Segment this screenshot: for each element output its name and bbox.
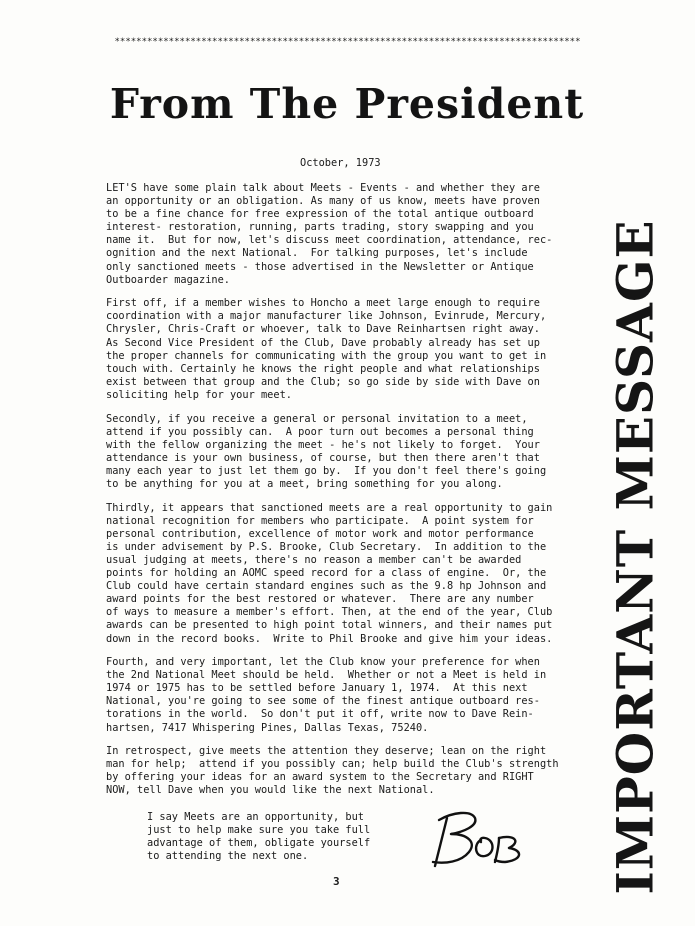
page-title: From The President [109,80,585,128]
text-line: exist between that group and the Club; so go side by side with Dave on [106,375,540,388]
text-line: with the fellow organizing the meet - he's not likely to forget. Your [106,438,540,451]
text-line: attend if you possibly can. A poor turn out becomes a personal thing [106,425,534,438]
paragraph-1 [106,182,601,287]
text-line: I say Meets are an opportunity, but [147,811,364,823]
text-line: LET'S have some plain talk about Meets - Events - and whether they are [106,182,540,194]
text-line: is under advisement by P.S. Brooke, Club Secretary. In addition to the [106,540,547,553]
banner-text: IMPORTANT MESSAGE [605,219,665,895]
paragraph-6 [106,745,601,797]
text-line: the proper channels for communicating with the group you want to get in [106,349,547,362]
letter-body [106,182,601,808]
text-line: 1974 or 1975 has to be settled before January 1, 1974. At this next [106,682,528,695]
text-line: man for help; attend if you possibly can; help build the Club's strength [106,758,559,771]
paragraph-2 [106,297,601,402]
text-line: many each year to just let them go by. If you don't feel there's going [106,464,547,477]
text-line: NOW, tell Dave when you would like the next National. [106,784,435,797]
text-line: Chrysler, Chris-Craft or whoever, talk to Dave Reinhartsen right away. [106,323,540,336]
paragraph-5 [106,656,601,735]
text-line: of ways to measure a member's effort. Then, at the end of the year, Club [106,606,553,619]
important-message-banner [600,219,670,895]
text-line: Fourth, and very important, let the Club know your preference for when [106,656,540,669]
text-line: Outboarder magazine. [106,273,230,286]
text-line: usual judging at meets, there's no reason a member can't be awarded [106,553,522,566]
text-line: points for holding an AOMC speed record for a class of engine. Or, the [106,567,547,580]
text-line: coordination with a major manufacturer like Johnson, Evinrude, Mercury, [106,310,547,323]
text-line: name it. But for now, let's discuss meet coordination, attendance, rec- [106,234,553,247]
text-line: ognition and the next National. For talking purposes, let's include [106,247,528,260]
text-line: advantage of them, obligate yourself [147,837,371,850]
text-line: an opportunity or an obligation. As many of us know, meets have proven [106,195,540,208]
text-line: to be anything for you at a meet, bring something for you along. [106,477,503,490]
text-line: the 2nd National Meet should be held. Whether or not a Meet is held in [106,669,547,682]
text-line: national recognition for members who participate. A point system for [106,514,534,527]
text-line: by offering your ideas for an award system to the Secretary and RIGHT [106,771,534,784]
text-line: soliciting help for your meet. [106,388,292,401]
text-line: attendance is your own business, of course, but then there aren't that [106,451,540,464]
paragraph-3 [106,413,601,492]
text-line: National, you're going to see some of the finest antique outboard res- [106,695,540,708]
text-line: In retrospect, give meets the attention they deserve; lean on the right [106,745,547,758]
text-line: personal contribution, excellence of motor work and motor performance [106,527,534,540]
text-line: hartsen, 7417 Whispering Pines, Dallas Texas, 75240. [106,721,429,734]
text-line: touch with. Certainly he knows the right people and what relationships [106,362,540,375]
text-line: awards can be presented to high point total winners, and their names put [106,619,553,632]
text-line: interest- restoration, running, parts trading, story swapping and you [106,221,534,234]
letter-date: October, 1973 [300,157,381,169]
text-line: just to help make sure you take full [147,824,371,837]
text-line: Secondly, if you receive a general or personal invitation to a meet, [106,412,528,425]
text-line: torations in the world. So don't put it off, write now to Dave Rein- [106,708,534,721]
text-line: First off, if a member wishes to Honcho a meet large enough to require [106,297,540,310]
closing-note [147,811,370,863]
page-number: 3 [333,875,340,888]
text-line: Club could have certain standard engines such as the 9.8 hp Johnson and [106,580,547,593]
text-line: to attending the next one. [147,850,309,863]
text-line: down in the record books. Write to Phil Brooke and give him your ideas. [106,632,553,645]
paragraph-4 [106,502,601,646]
text-line: award points for the best restored or whatever. There are any number [106,593,534,606]
text-line: Thirdly, it appears that sanctioned meets are a real opportunity to gain [106,501,553,514]
text-line: only sanctioned meets - those advertised in the Newsletter or Antique [106,260,534,273]
asterisk-rule: ************************************************************************************** [114,37,581,47]
text-line: to be a fine chance for free expression of the total antique outboard [106,208,534,221]
text-line: As Second Vice President of the Club, Dave probably already has set up [106,336,540,349]
handwritten-signature [425,804,545,874]
